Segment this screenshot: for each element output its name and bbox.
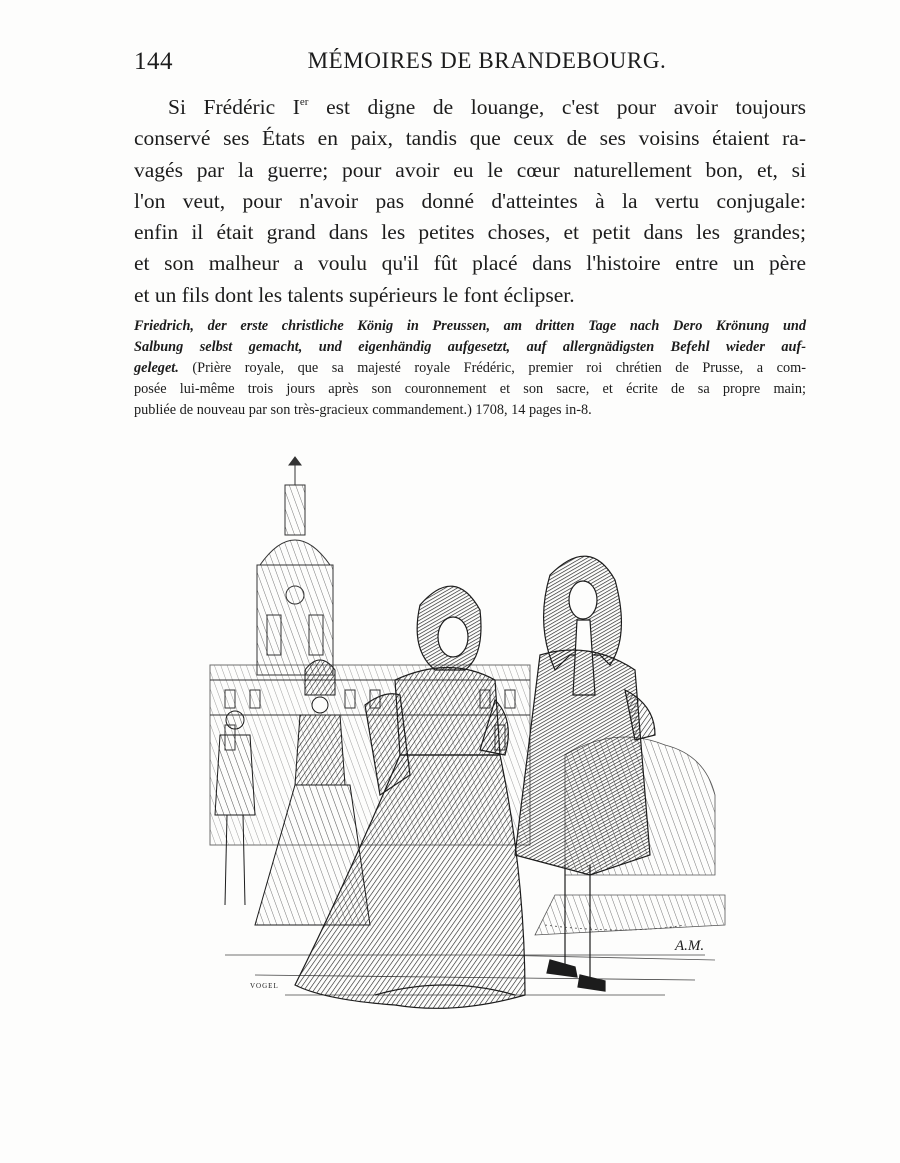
page-header bbox=[134, 48, 806, 82]
engraving-drawing bbox=[195, 455, 735, 1025]
paragraph-text: est digne de louange, c'est pour avoir toujours bbox=[308, 95, 807, 119]
paragraph-line bbox=[134, 92, 806, 123]
biblio-line: publiée de nouveau par son très-gracieux commandement.) 1708, 14 pages in-8. bbox=[134, 402, 592, 418]
biblio-line bbox=[134, 316, 806, 337]
biblio-line bbox=[134, 358, 806, 379]
paragraph-line: l'on veut, pour n'avoir pas donné d'atteintes à la vertu conjugale: bbox=[134, 188, 806, 213]
paragraph-line: enfin il était grand dans les petites choses, et petit dans les grandes; bbox=[134, 220, 806, 245]
german-title: Friedrich, der erste christliche König in Preussen, am dritten Tage nach Dero Krönung und bbox=[134, 318, 806, 334]
artist-monogram: A.M. bbox=[675, 938, 705, 954]
biblio-line bbox=[134, 337, 806, 358]
page-number: 144 bbox=[134, 48, 173, 75]
paragraph-line: vagés par la guerre; pour avoir eu le cœur naturellement bon, et, si bbox=[134, 157, 806, 182]
paragraph-line: conservé ses États en paix, tandis que ceux de ses voisins étaient ra- bbox=[134, 126, 806, 151]
biblio-line: posée lui-même trois jours après son couronnement et son sacre, et écrite de sa propre main; bbox=[134, 381, 806, 397]
german-title: Salbung selbst gemacht, und eigenhändig aufgesetzt, auf allergnädigsten Befehl wieder auf- bbox=[134, 339, 806, 355]
ordinal-superscript: er bbox=[299, 96, 309, 108]
german-title: geleget. bbox=[134, 360, 179, 376]
paragraph-line: et son malheur a voulu qu'il fût placé dans l'histoire entre un père bbox=[134, 251, 806, 276]
engraver-signature: VOGEL bbox=[250, 982, 279, 990]
main-paragraph bbox=[134, 92, 806, 311]
running-title: MÉMOIRES DE BRANDEBOURG. bbox=[307, 48, 667, 73]
engraving-illustration bbox=[195, 455, 735, 1025]
french-translation: (Prière royale, que sa majesté royale Frédéric, premier roi chrétien de Prusse, a com- bbox=[178, 360, 806, 376]
bibliographic-note bbox=[134, 316, 806, 421]
paragraph-text: Si Frédéric I bbox=[168, 95, 300, 119]
paragraph-line: et un fils dont les talents supérieurs le font éclipser. bbox=[134, 282, 575, 307]
figure-small-man bbox=[215, 711, 255, 905]
